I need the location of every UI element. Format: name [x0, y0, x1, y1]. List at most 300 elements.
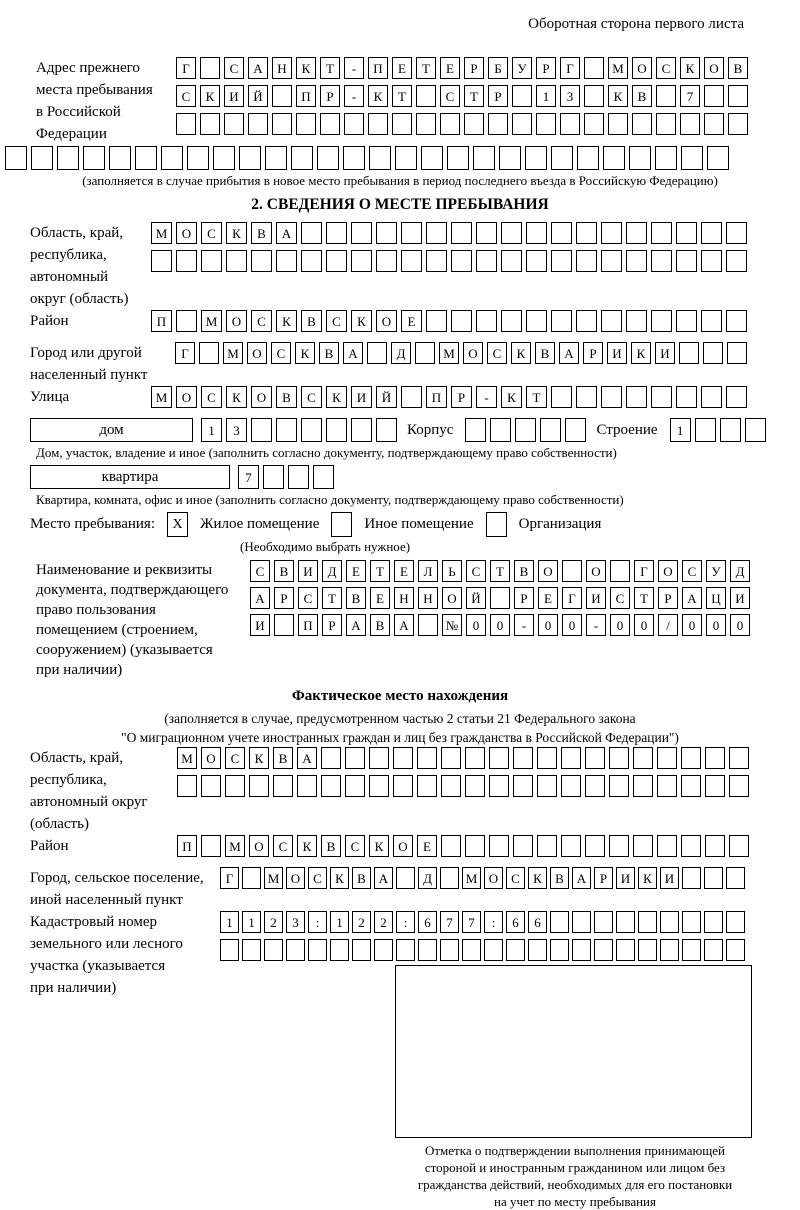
char-cell-empty	[421, 146, 443, 170]
char-cell-filled: Т	[322, 587, 342, 609]
char-cell-empty	[701, 250, 722, 272]
char-cell-empty	[320, 113, 340, 135]
house-row	[30, 418, 800, 442]
char-cell-empty	[369, 146, 391, 170]
char-cell-empty	[273, 775, 293, 797]
char-cell-empty	[660, 911, 679, 933]
char-cell-filled: Р	[451, 386, 472, 408]
char-cell-empty	[440, 867, 459, 889]
char-cell-empty	[176, 250, 197, 272]
district-row	[151, 310, 751, 332]
char-cell-filled: Е	[538, 587, 558, 609]
prev-address-label	[36, 57, 176, 145]
char-cell-filled: 6	[418, 911, 437, 933]
char-cell-empty	[225, 775, 245, 797]
char-cell-filled: С	[466, 560, 486, 582]
char-cell-empty	[308, 939, 327, 961]
char-cell-empty	[726, 310, 747, 332]
char-cell-empty	[704, 867, 723, 889]
char-cell-empty	[276, 418, 297, 442]
char-cell-empty	[31, 146, 53, 170]
char-cell-empty	[726, 222, 747, 244]
char-cell-empty	[447, 146, 469, 170]
char-cell-filled: 0	[610, 614, 630, 636]
char-cell-empty	[161, 146, 183, 170]
confirmation-stamp-box	[395, 965, 752, 1138]
char-cell-empty	[367, 342, 387, 364]
char-cell-filled: А	[572, 867, 591, 889]
char-cell-empty	[584, 85, 604, 107]
text-line: помещением (строением,	[36, 622, 198, 638]
char-cell-filled: М	[151, 222, 172, 244]
char-cell-empty	[297, 775, 317, 797]
char-cell-empty	[317, 146, 339, 170]
char-cell-empty	[263, 465, 284, 489]
char-cell-filled: Е	[370, 587, 390, 609]
char-cell-filled: А	[250, 587, 270, 609]
char-cell-empty	[537, 747, 557, 769]
text-line: (область)	[30, 816, 89, 832]
actual-city-block	[0, 867, 800, 911]
char-cell-filled: К	[680, 57, 700, 79]
char-cell-empty	[729, 747, 749, 769]
char-cell-filled: С	[271, 342, 291, 364]
char-cell-filled: И	[586, 587, 606, 609]
char-cell-filled: 6	[506, 911, 525, 933]
char-cell-filled: О	[484, 867, 503, 889]
char-cell-empty	[343, 146, 365, 170]
char-cell-empty	[616, 939, 635, 961]
char-cell-empty	[464, 113, 484, 135]
char-cell-filled: Т	[464, 85, 484, 107]
prev-address-block	[0, 57, 800, 145]
char-cell-filled: В	[321, 835, 341, 857]
char-cell-filled: 1	[536, 85, 556, 107]
char-cell-empty	[426, 310, 447, 332]
char-cell-empty	[551, 310, 572, 332]
house-number-cells	[201, 418, 401, 442]
street-row	[151, 386, 751, 408]
char-cell-empty	[395, 146, 417, 170]
char-cell-filled: 6	[528, 911, 547, 933]
char-cell-filled: 0	[490, 614, 510, 636]
actual-district-block	[0, 835, 800, 863]
char-cell-empty	[368, 113, 388, 135]
char-cell-filled: О	[247, 342, 267, 364]
char-cell-empty	[616, 911, 635, 933]
stay-type-note: (Необходимо выбрать нужное)	[240, 539, 411, 554]
char-cell-empty	[651, 250, 672, 272]
char-cell-empty	[551, 146, 573, 170]
char-cell-empty	[374, 939, 393, 961]
char-cell-empty	[501, 250, 522, 272]
actual-region-row-2	[177, 775, 753, 797]
char-cell-empty	[345, 747, 365, 769]
char-cell-empty	[576, 310, 597, 332]
char-cell-filled: П	[426, 386, 447, 408]
text-line: иной населенный пункт	[30, 892, 183, 908]
char-cell-empty	[301, 250, 322, 272]
char-cell-filled: 0	[706, 614, 726, 636]
char-cell-filled: К	[528, 867, 547, 889]
char-cell-filled: О	[286, 867, 305, 889]
char-cell-filled: К	[368, 85, 388, 107]
char-cell-empty	[704, 911, 723, 933]
char-cell-empty	[626, 310, 647, 332]
char-cell-empty	[476, 310, 497, 332]
char-cell-filled: 0	[682, 614, 702, 636]
option-organization-label: Организация	[518, 516, 602, 532]
char-cell-empty	[440, 113, 460, 135]
char-cell-filled: Т	[490, 560, 510, 582]
char-cell-filled: А	[394, 614, 414, 636]
option-residential-label: Жилое помещение	[200, 516, 320, 532]
char-cell-empty	[609, 835, 629, 857]
char-cell-empty	[577, 146, 599, 170]
char-cell-empty	[369, 775, 389, 797]
char-cell-filled: Н	[394, 587, 414, 609]
char-cell-filled: 0	[538, 614, 558, 636]
char-cell-empty	[576, 250, 597, 272]
char-cell-empty	[201, 775, 221, 797]
char-cell-empty	[330, 939, 349, 961]
char-cell-empty	[705, 775, 725, 797]
char-cell-filled: А	[559, 342, 579, 364]
actual-city-row	[220, 867, 748, 889]
char-cell-filled: 3	[226, 418, 247, 442]
char-cell-filled: В	[251, 222, 272, 244]
char-cell-empty	[657, 747, 677, 769]
char-cell-empty	[537, 835, 557, 857]
char-cell-empty	[565, 418, 586, 442]
char-cell-filled: О	[538, 560, 558, 582]
char-cell-empty	[274, 614, 294, 636]
char-cell-empty	[561, 835, 581, 857]
korpus-label: Корпус	[407, 421, 454, 438]
confirmation-note	[380, 1142, 770, 1210]
document-row-1	[250, 560, 754, 582]
text-line: республика,	[30, 247, 107, 263]
house-note: Дом, участок, владение и иное (заполнить согласно документу, подтверждающему право собственности)	[36, 445, 617, 460]
char-cell-empty	[465, 418, 486, 442]
char-cell-filled: В	[352, 867, 371, 889]
char-cell-empty	[626, 386, 647, 408]
char-cell-filled: Г	[176, 57, 196, 79]
char-cell-empty	[513, 747, 533, 769]
char-cell-filled: К	[295, 342, 315, 364]
char-cell-empty	[626, 222, 647, 244]
char-cell-empty	[201, 835, 221, 857]
char-cell-empty	[512, 85, 532, 107]
char-cell-empty	[638, 911, 657, 933]
char-cell-empty	[526, 310, 547, 332]
char-cell-empty	[272, 85, 292, 107]
char-cell-empty	[415, 342, 435, 364]
char-cell-empty	[462, 939, 481, 961]
prev-address-rows	[176, 57, 752, 141]
char-cell-filled: С	[440, 85, 460, 107]
char-cell-empty	[651, 310, 672, 332]
char-cell-empty	[550, 911, 569, 933]
char-cell-filled: М	[225, 835, 245, 857]
char-cell-filled: В	[301, 310, 322, 332]
char-cell-filled: И	[351, 386, 372, 408]
char-cell-filled: В	[535, 342, 555, 364]
char-cell-empty	[513, 775, 533, 797]
char-cell-filled: П	[296, 85, 316, 107]
house-field-label-box: дом	[30, 418, 193, 442]
char-cell-filled: И	[655, 342, 675, 364]
char-cell-empty	[416, 113, 436, 135]
char-cell-empty	[561, 775, 581, 797]
char-cell-filled: И	[250, 614, 270, 636]
char-cell-empty	[633, 775, 653, 797]
cadastre-rows	[220, 911, 748, 967]
char-cell-empty	[704, 85, 724, 107]
char-cell-empty	[551, 386, 572, 408]
document-block	[0, 560, 800, 680]
char-cell-filled: 7	[462, 911, 481, 933]
char-cell-filled: О	[176, 222, 197, 244]
prev-address-row-1	[176, 57, 752, 79]
char-cell-empty	[321, 775, 341, 797]
char-cell-empty	[506, 939, 525, 961]
actual-region-row-1	[177, 747, 753, 769]
char-cell-filled: Ц	[706, 587, 726, 609]
text-line: Федерации	[36, 126, 107, 142]
char-cell-empty	[301, 418, 322, 442]
char-cell-empty	[499, 146, 521, 170]
char-cell-filled: К	[608, 85, 628, 107]
char-cell-filled: К	[226, 386, 247, 408]
char-cell-empty	[681, 835, 701, 857]
apartment-field-label-box: квартира	[30, 465, 230, 489]
stroenie-cells	[670, 418, 770, 442]
char-cell-filled: Р	[464, 57, 484, 79]
actual-location-note	[0, 709, 800, 747]
char-cell-empty	[109, 146, 131, 170]
char-cell-filled: К	[501, 386, 522, 408]
document-label	[36, 560, 250, 680]
char-cell-empty	[326, 418, 347, 442]
char-cell-filled: Р	[274, 587, 294, 609]
char-cell-empty	[701, 386, 722, 408]
char-cell-filled: К	[330, 867, 349, 889]
char-cell-empty	[490, 418, 511, 442]
char-cell-filled: К	[511, 342, 531, 364]
char-cell-empty	[401, 222, 422, 244]
char-cell-filled: С	[656, 57, 676, 79]
text-line: автономный	[30, 269, 109, 285]
char-cell-filled: К	[326, 386, 347, 408]
char-cell-filled: Н	[272, 57, 292, 79]
char-cell-filled: Р	[322, 614, 342, 636]
apartment-cells	[238, 465, 338, 489]
char-cell-empty	[680, 113, 700, 135]
char-cell-filled: Р	[536, 57, 556, 79]
char-cell-filled: Е	[401, 310, 422, 332]
text-line: населенный пункт	[30, 367, 148, 383]
cadastre-row-1	[220, 911, 748, 933]
char-cell-filled: №	[442, 614, 462, 636]
char-cell-empty	[296, 113, 316, 135]
prev-address-row-2	[176, 85, 752, 107]
char-cell-filled: Н	[418, 587, 438, 609]
char-cell-filled: В	[276, 386, 297, 408]
char-cell-filled: С	[326, 310, 347, 332]
char-cell-filled: К	[631, 342, 651, 364]
char-cell-empty	[401, 386, 422, 408]
char-cell-empty	[512, 113, 532, 135]
text-line: Область, край,	[30, 225, 124, 241]
char-cell-filled: Т	[634, 587, 654, 609]
checkbox-organization	[486, 512, 507, 537]
char-cell-filled: С	[225, 747, 245, 769]
char-cell-empty	[572, 939, 591, 961]
char-cell-filled: К	[351, 310, 372, 332]
district-block	[0, 310, 800, 338]
char-cell-filled: К	[226, 222, 247, 244]
prev-address-row-4	[5, 146, 800, 170]
char-cell-filled: И	[298, 560, 318, 582]
char-cell-empty	[286, 939, 305, 961]
char-cell-filled: Е	[392, 57, 412, 79]
char-cell-filled: -	[344, 85, 364, 107]
char-cell-filled: В	[632, 85, 652, 107]
char-cell-filled: К	[200, 85, 220, 107]
char-cell-empty	[576, 386, 597, 408]
char-cell-empty	[440, 939, 459, 961]
char-cell-empty	[679, 342, 699, 364]
char-cell-empty	[251, 250, 272, 272]
char-cell-filled: У	[512, 57, 532, 79]
char-cell-empty	[682, 939, 701, 961]
char-cell-filled: М	[151, 386, 172, 408]
text-line: Область, край,	[30, 750, 124, 766]
char-cell-empty	[551, 222, 572, 244]
text-line: сооружением) (указывается	[36, 642, 213, 658]
char-cell-empty	[550, 939, 569, 961]
char-cell-filled: К	[276, 310, 297, 332]
char-cell-empty	[726, 867, 745, 889]
cadastre-row-2	[220, 939, 748, 961]
char-cell-filled: И	[660, 867, 679, 889]
text-line: право пользования	[36, 602, 156, 618]
char-cell-filled: С	[506, 867, 525, 889]
char-cell-empty	[200, 113, 220, 135]
char-cell-filled: И	[607, 342, 627, 364]
char-cell-filled: М	[201, 310, 222, 332]
char-cell-empty	[213, 146, 235, 170]
char-cell-filled: Д	[322, 560, 342, 582]
char-cell-empty	[705, 835, 725, 857]
char-cell-empty	[608, 113, 628, 135]
char-cell-empty	[633, 747, 653, 769]
char-cell-filled: 2	[264, 911, 283, 933]
char-cell-empty	[704, 939, 723, 961]
char-cell-filled: О	[226, 310, 247, 332]
char-cell-empty	[584, 113, 604, 135]
char-cell-empty	[601, 250, 622, 272]
char-cell-filled: Л	[418, 560, 438, 582]
char-cell-empty	[726, 386, 747, 408]
char-cell-empty	[264, 939, 283, 961]
char-cell-filled: О	[393, 835, 413, 857]
char-cell-empty	[418, 614, 438, 636]
char-cell-empty	[135, 146, 157, 170]
char-cell-empty	[418, 939, 437, 961]
char-cell-empty	[465, 775, 485, 797]
char-cell-empty	[376, 222, 397, 244]
text-line: Наименование и реквизиты	[36, 562, 213, 578]
char-cell-empty	[655, 146, 677, 170]
char-cell-filled: И	[224, 85, 244, 107]
char-cell-empty	[676, 310, 697, 332]
char-cell-empty	[187, 146, 209, 170]
stroenie-label: Строение	[596, 421, 658, 438]
char-cell-empty	[584, 57, 604, 79]
char-cell-filled: Р	[594, 867, 613, 889]
char-cell-filled: С	[176, 85, 196, 107]
char-cell-empty	[513, 835, 533, 857]
char-cell-filled: Й	[248, 85, 268, 107]
char-cell-empty	[393, 775, 413, 797]
char-cell-filled: О	[586, 560, 606, 582]
checkbox-other-premises	[331, 512, 352, 537]
char-cell-filled: А	[682, 587, 702, 609]
actual-location-title: Фактическое место нахождения	[291, 688, 509, 704]
region-row-2	[151, 250, 751, 272]
text-line: на учет по месту пребывания	[494, 1194, 656, 1209]
checkbox-residential: X	[167, 512, 188, 537]
char-cell-filled: О	[704, 57, 724, 79]
char-cell-empty	[526, 222, 547, 244]
char-cell-empty	[601, 386, 622, 408]
char-cell-empty	[392, 113, 412, 135]
char-cell-empty	[632, 113, 652, 135]
char-cell-filled: Р	[320, 85, 340, 107]
actual-region-block	[0, 747, 800, 835]
char-cell-empty	[326, 222, 347, 244]
char-cell-empty	[291, 146, 313, 170]
char-cell-empty	[83, 146, 105, 170]
char-cell-filled: М	[439, 342, 459, 364]
actual-district-label: Район	[30, 838, 69, 854]
char-cell-filled: В	[319, 342, 339, 364]
char-cell-filled: Г	[634, 560, 654, 582]
cadastre-label	[30, 911, 220, 999]
char-cell-filled: М	[223, 342, 243, 364]
prev-address-row-3	[176, 113, 752, 135]
char-cell-filled: 2	[374, 911, 393, 933]
char-cell-filled: К	[296, 57, 316, 79]
char-cell-empty	[660, 939, 679, 961]
char-cell-empty	[601, 222, 622, 244]
char-cell-empty	[707, 146, 729, 170]
actual-region-rows	[177, 747, 753, 803]
document-row-2	[250, 587, 754, 609]
char-cell-filled: С	[301, 386, 322, 408]
region-block	[0, 222, 800, 310]
text-line: Город или другой	[30, 345, 142, 361]
char-cell-filled: С	[682, 560, 702, 582]
actual-city-label	[30, 867, 220, 911]
char-cell-empty	[276, 250, 297, 272]
char-cell-empty	[248, 113, 268, 135]
char-cell-filled: 1	[201, 418, 222, 442]
char-cell-filled: А	[297, 747, 317, 769]
actual-district-row	[177, 835, 753, 857]
